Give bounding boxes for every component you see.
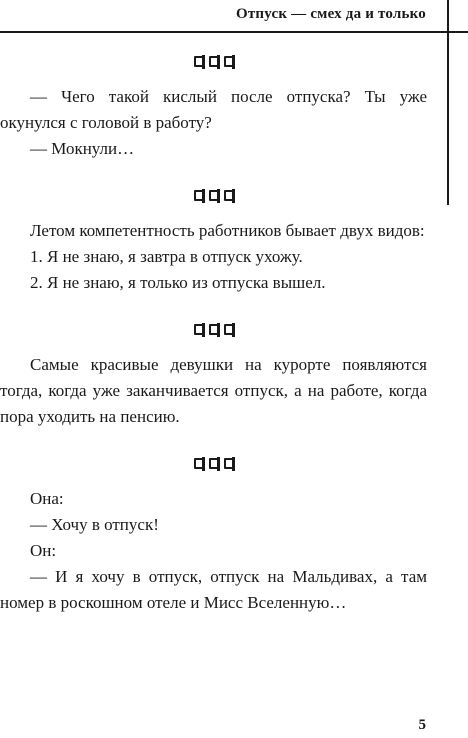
joke-line: Он: xyxy=(30,541,57,560)
joke-line: — Мокнули… xyxy=(30,139,135,158)
joke-line: — Хочу в отпуск! xyxy=(30,515,159,534)
ornament-icon xyxy=(224,324,234,335)
header-rule xyxy=(0,31,468,33)
separator-ornament xyxy=(0,454,427,472)
ornament-icon xyxy=(209,324,219,335)
separator-ornament xyxy=(0,186,427,204)
joke-line: 1. Я не знаю, я завтра в отпуск ухожу. xyxy=(30,247,303,266)
ornament-icon xyxy=(224,458,234,469)
ornament-icon xyxy=(224,190,234,201)
ornament-icon xyxy=(194,324,204,335)
joke-2 xyxy=(0,218,427,296)
joke-3 xyxy=(0,352,427,430)
joke-line: — Чего такой кислый после отпуска? Ты уже окунулся с головой в работу? xyxy=(0,87,427,132)
ornament-icon xyxy=(194,458,204,469)
page-body xyxy=(0,52,427,616)
separator-ornament xyxy=(0,320,427,338)
joke-line: Самые красивые девушки на курорте появляются тогда, когда уже заканчивается отпуск, а на работе, когда пора уходить на пенсию. xyxy=(0,355,427,426)
joke-line: Летом компетентность работников бывает двух видов: xyxy=(30,221,425,240)
joke-line: Она: xyxy=(30,489,64,508)
side-rule xyxy=(447,0,449,205)
ornament-icon xyxy=(209,458,219,469)
running-header: Отпуск — смех да и только xyxy=(236,6,426,22)
ornament-icon xyxy=(209,190,219,201)
ornament-icon xyxy=(224,56,234,67)
ornament-icon xyxy=(209,56,219,67)
ornament-icon xyxy=(194,56,204,67)
joke-line: — И я хочу в отпуск, отпуск на Мальдивах, а там номер в роскошном отеле и Мисс Вселенную… xyxy=(0,567,427,612)
joke-1 xyxy=(0,84,427,162)
joke-line: 2. Я не знаю, я только из отпуска вышел. xyxy=(30,273,326,292)
ornament-icon xyxy=(194,190,204,201)
joke-4 xyxy=(0,486,427,616)
separator-ornament xyxy=(0,52,427,70)
page-number: 5 xyxy=(418,717,426,733)
